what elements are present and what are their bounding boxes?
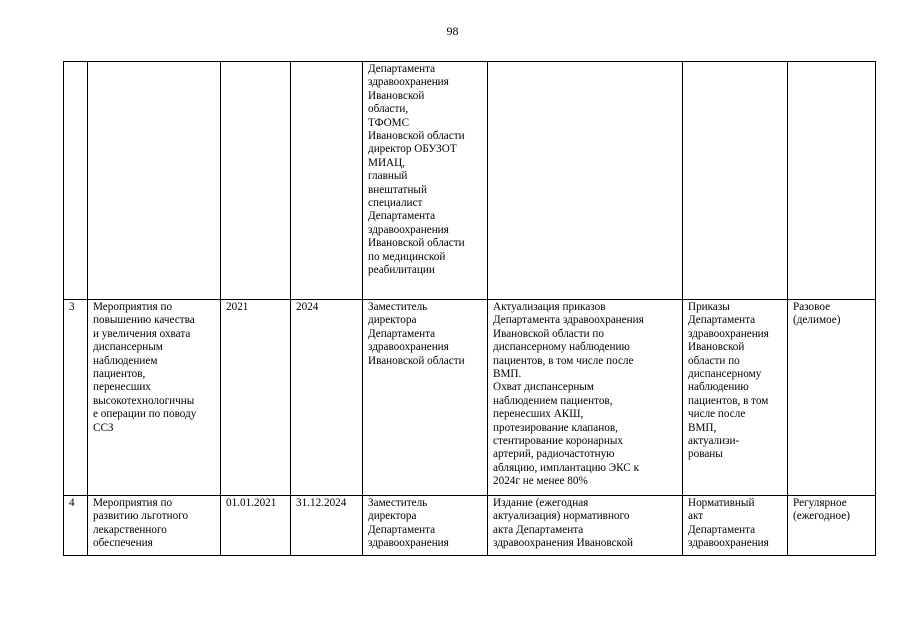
cell-end	[291, 62, 363, 300]
cell-number	[64, 62, 88, 300]
cell-responsible: Заместитель директора Департамента здравоохранения	[363, 496, 488, 556]
cell-end: 31.12.2024	[291, 496, 363, 556]
cell-document: Нормативный акт Департамента здравоохранения	[683, 496, 788, 556]
cell-document: Приказы Департамента здравоохранения Ивановской области по диспансерному наблюдению пациентов, в том числе после ВМП, актуализи- рованы	[683, 300, 788, 496]
table-row	[64, 496, 876, 556]
cell-activity: Мероприятия по повышению качества и увеличения охвата диспансерным наблюдением пациентов, перенесших высокотехнологичны е операции по поводу ССЗ	[88, 300, 221, 496]
cell-document	[683, 62, 788, 300]
cell-result	[488, 62, 683, 300]
page-number: 98	[446, 24, 459, 38]
table-row	[64, 300, 876, 496]
cell-activity	[88, 62, 221, 300]
cell-number: 4	[64, 496, 88, 556]
cell-start: 01.01.2021	[221, 496, 291, 556]
cell-result: Актуализация приказов Департамента здравоохранения Ивановской области по диспансерному наблюдению пациентов, в том числе после ВМП. Охват диспансерным наблюдением пациентов, перенесших АКШ, протезирование клапанов, стентирование коронарных артерий, радиочастотную абляцию, имплантацию ЭКС к 2024г не менее 80%	[488, 300, 683, 496]
activities-table	[63, 61, 876, 556]
cell-frequency	[788, 62, 876, 300]
cell-frequency: Регулярное (ежегодное)	[788, 496, 876, 556]
cell-end: 2024	[291, 300, 363, 496]
cell-activity: Мероприятия по развитию льготного лекарственного обеспечения	[88, 496, 221, 556]
cell-responsible: Департамента здравоохранения Ивановской области, ТФОМС Ивановской области директор ОБУЗОТ МИАЦ, главный внештатный специалист Департамента здравоохранения Ивановской области по медицинской реабилитации	[363, 62, 488, 300]
cell-start	[221, 62, 291, 300]
cell-result: Издание (ежегодная актуализация) нормативного акта Департамента здравоохранения Ивановской	[488, 496, 683, 556]
cell-responsible: Заместитель директора Департамента здравоохранения Ивановской области	[363, 300, 488, 496]
cell-frequency: Разовое (делимое)	[788, 300, 876, 496]
table-row	[64, 62, 876, 300]
cell-start: 2021	[221, 300, 291, 496]
cell-number: 3	[64, 300, 88, 496]
